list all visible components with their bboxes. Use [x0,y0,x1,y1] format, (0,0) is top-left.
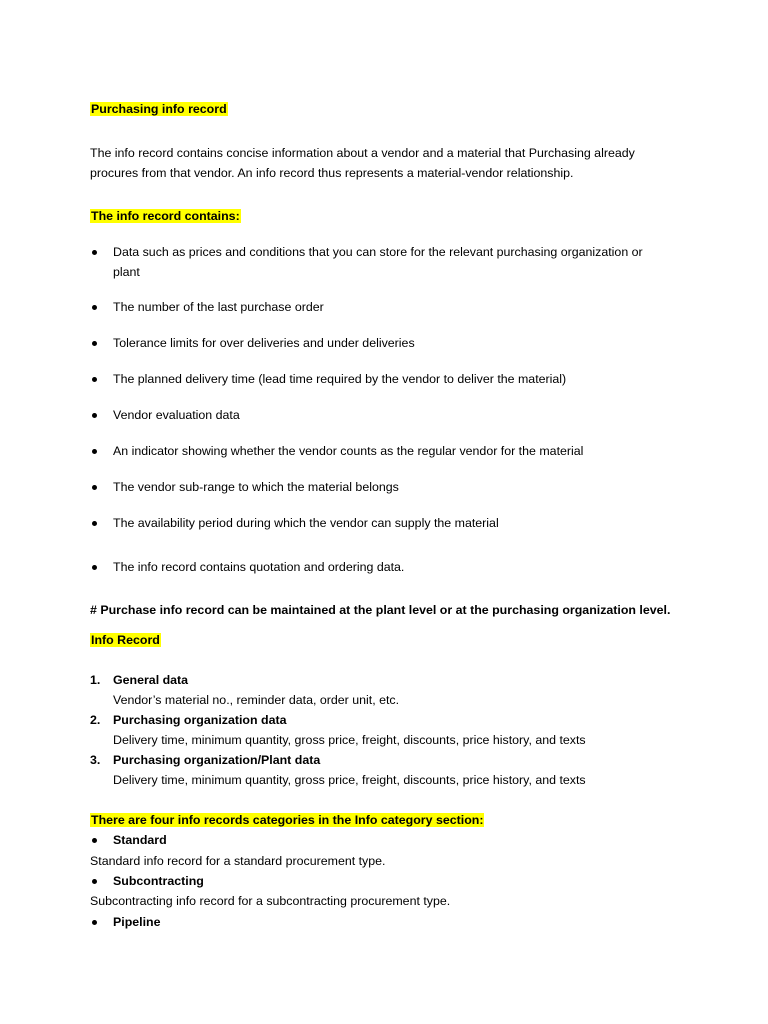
document-title [90,99,228,119]
list-item-continuation: plant [113,265,140,279]
info-record-heading [90,630,161,650]
list-item: The vendor sub-range to which the material belongs [113,480,399,494]
list-item-desc: Delivery time, minimum quantity, gross price, freight, discounts, price history, and texts [113,773,586,787]
bullet-icon [92,565,97,570]
category-title: Standard [113,833,167,847]
list-item-title: Purchasing organization data [113,713,287,727]
categories-heading-text: There are four info records categories in the Info category section: [91,813,484,827]
list-number: 2. [90,713,101,727]
list-item: An indicator showing whether the vendor counts as the regular vendor for the material [113,444,584,458]
list-item: The planned delivery time (lead time required by the vendor to deliver the material) [113,372,567,386]
category-desc: Subcontracting info record for a subcontracting procurement type. [90,894,451,908]
title-text: Purchasing info record [91,102,227,116]
list-number: 1. [90,673,101,687]
list-item: The number of the last purchase order [113,300,324,314]
category-title: Subcontracting [113,874,204,888]
bullet-icon [92,449,97,454]
bullet-icon [92,341,97,346]
contains-heading-text: The info record contains: [91,209,240,223]
bullet-icon [92,920,97,925]
bullet-icon [92,377,97,382]
list-item: Vendor evaluation data [113,408,240,422]
list-item: The info record contains quotation and ordering data. [113,560,405,574]
bullet-icon [92,305,97,310]
intro-line-1: The info record contains concise information about a vendor and a material that Purchasing already [90,146,635,160]
list-item-title: General data [113,673,189,687]
bullet-icon [92,838,97,843]
categories-heading [90,810,484,830]
bullet-icon [92,413,97,418]
list-item: Tolerance limits for over deliveries and under deliveries [113,336,415,350]
maintained-note: # Purchase info record can be maintained at the plant level or at the purchasing organization level. [90,603,671,617]
bullet-icon [92,521,97,526]
list-item: The availability period during which the vendor can supply the material [113,516,499,530]
list-item: Data such as prices and conditions that you can store for the relevant purchasing organization or [113,245,643,259]
category-title: Pipeline [113,915,161,929]
list-item-title: Purchasing organization/Plant data [113,753,321,767]
list-item-desc: Delivery time, minimum quantity, gross price, freight, discounts, price history, and texts [113,733,586,747]
list-number: 3. [90,753,101,767]
contains-heading [90,206,241,226]
bullet-icon [92,250,97,255]
bullet-icon [92,879,97,884]
category-desc: Standard info record for a standard procurement type. [90,854,386,868]
info-record-heading-text: Info Record [91,633,160,647]
list-item-desc: Vendor’s material no., reminder data, order unit, etc. [113,693,400,707]
intro-line-2: procures from that vendor. An info record thus represents a material-vendor relationship. [90,166,574,180]
bullet-icon [92,485,97,490]
